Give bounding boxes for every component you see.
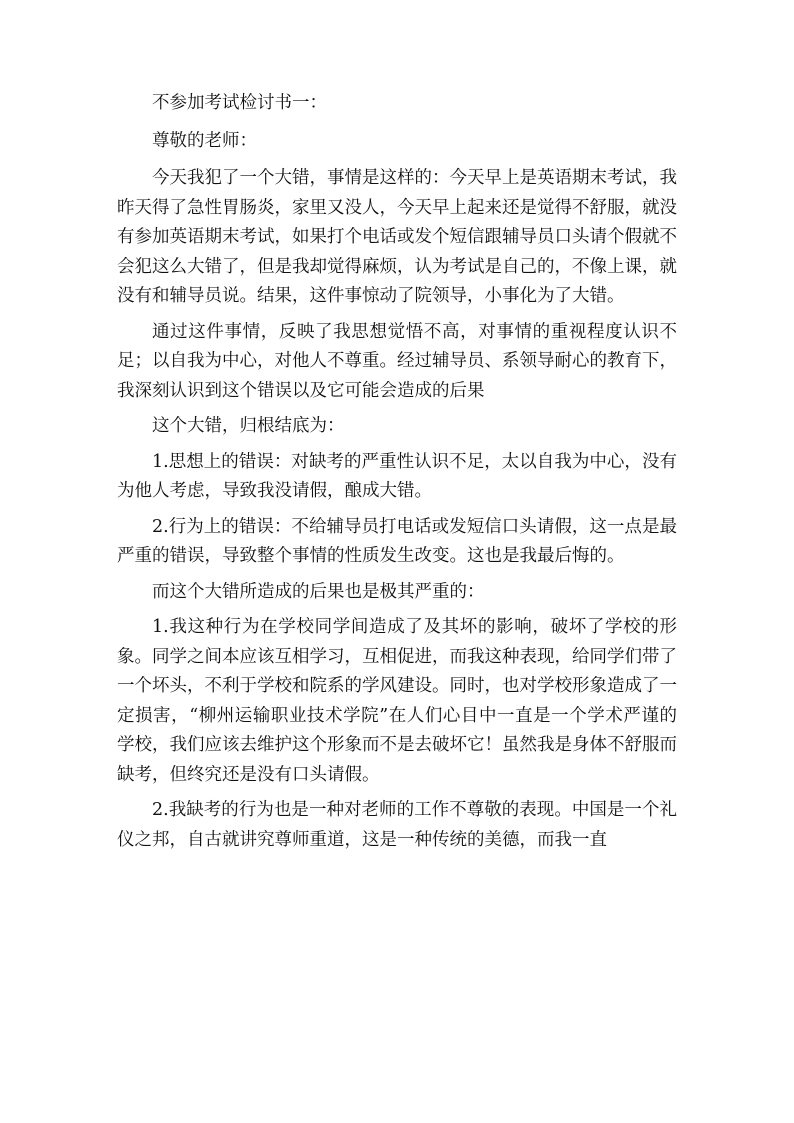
- paragraph-thinking-error: 1.思想上的错误：对缺考的严重性认识不足，太以自我为中心，没有为他人考虑，导致我没请假，酿成大错。: [117, 451, 677, 501]
- paragraph-root-cause-intro: 这个大错，归根结底为：: [152, 416, 345, 436]
- document-body: [117, 89, 677, 861]
- paragraph-consequence-teacher: 2.我缺考的行为也是一种对老师的工作不尊敬的表现。中国是一个礼仪之邦，自古就讲究尊师重道，这是一种传统的美德，而我一直: [117, 800, 677, 850]
- paragraph-consequences-intro: 而这个大错所造成的后果也是极其严重的：: [152, 581, 485, 602]
- document-title: 不参加考试检讨书一：: [152, 93, 327, 113]
- paragraph-behavior-error: 2.行为上的错误：不给辅导员打电话或发短信口头请假，这一点是最严重的错误，导致整个事情的性质发生改变。这也是我最后悔的。: [117, 516, 677, 566]
- paragraph-consequence-school: 1.我这种行为在学校同学间造成了及其坏的影响，破坏了学校的形象。同学之间本应该互相学习，互相促进，而我这种表现，给同学们带了一个坏头，不利于学校和院系的学风建设。同时，也对学校形象造成了一定损害，“柳州运输职业技术学院”在人们心目中一直是一个学术严谨的学校，我们应该去维护这个形象而不是去破坏它！虽然我是身体不舒服而缺考，但终究还是没有口头请假。: [117, 617, 677, 785]
- paragraph-incident: 今天我犯了一个大错，事情是这样的：今天早上是英语期末考试，我昨天得了急性胃肠炎，家里又没人，今天早上起来还是觉得不舒服，就没有参加英语期末考试，如果打个电话或发个短信跟辅导员口头请个假就不会犯这么大错了，但是我却觉得麻烦，认为考试是自己的，不像上课，就没有和辅导员说。结果，这件事惊动了院领导，小事化为了大错。: [117, 168, 677, 306]
- salutation: 尊敬的老师：: [152, 130, 257, 151]
- paragraph-reflection: 通过这件事情，反映了我思想觉悟不高，对事情的重视程度认识不足；以自我为中心，对他人不尊重。经过辅导员、系领导耐心的教育下，我深刻认识到这个错误以及它可能会造成的后果: [117, 321, 677, 401]
